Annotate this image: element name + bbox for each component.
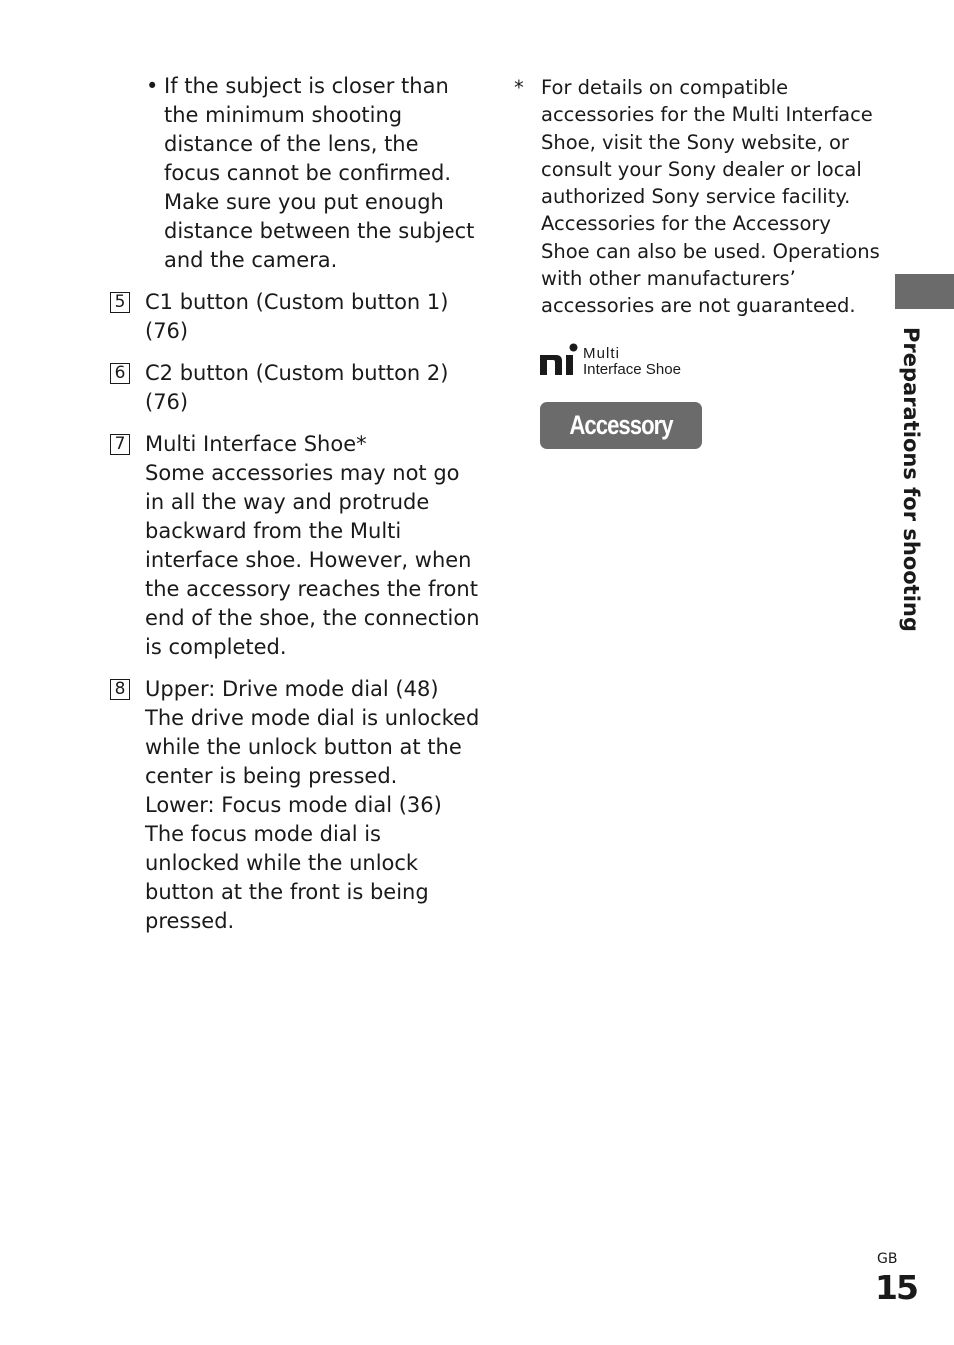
- multi-interface-shoe-logo: [540, 343, 690, 379]
- bullet-mark: •: [146, 74, 159, 98]
- item-number: 7: [110, 434, 130, 455]
- page-number: 15: [875, 1268, 917, 1307]
- item-body: The drive mode dial is unlocked while the unlock button at the center is being pressed.: [145, 706, 480, 788]
- item-8: [110, 675, 480, 936]
- bullet-note: [110, 72, 480, 275]
- item-title: Multi Interface Shoe*: [145, 432, 367, 456]
- logo-line-2: Interface Shoe: [583, 361, 681, 378]
- item-number: 8: [110, 679, 130, 700]
- right-column: [512, 74, 882, 320]
- bullet-text: If the subject is closer than the minimum shooting distance of the lens, the focus cannot be confirmed. Make sure you put enough distance between the subject and the camera.: [164, 74, 475, 272]
- item-subtitle: Lower: Focus mode dial (36): [145, 793, 442, 817]
- item-number: 6: [110, 363, 130, 384]
- footnote-mark: *: [514, 76, 524, 99]
- item-7: [110, 430, 480, 662]
- item-body-2: The focus mode dial is unlocked while the unlock button at the front is being pressed.: [145, 822, 429, 933]
- logo-line-1: Multi: [583, 345, 619, 362]
- footnote-text: For details on compatible accessories for the Multi Interface Shoe, visit the Sony website, or consult your Sony dealer or local authorized Sony service facility. Accessories for the Accessory Shoe can also be used. Operations with other manufacturers’ accessories are not guaranteed.: [541, 76, 880, 318]
- left-column: [110, 72, 480, 949]
- item-6: [110, 359, 480, 417]
- item-title: Upper: Drive mode dial (48): [145, 677, 439, 701]
- section-tab: [895, 274, 954, 309]
- item-number: 5: [110, 292, 130, 313]
- region-code: GB: [877, 1251, 898, 1267]
- accessory-shoe-label: Accessory Shoe: [569, 410, 673, 487]
- item-title: C2 button (Custom button 2) (76): [145, 361, 449, 414]
- footnote: [512, 74, 882, 320]
- item-title: C1 button (Custom button 1) (76): [145, 290, 449, 343]
- section-label: Preparations for shooting: [899, 327, 923, 632]
- item-body: Some accessories may not go in all the way and protrude backward from the Multi interface shoe. However, when the accessory reaches the front end of the shoe, the connection is completed.: [145, 461, 480, 659]
- accessory-shoe-logo: [540, 402, 702, 487]
- item-5: [110, 288, 480, 346]
